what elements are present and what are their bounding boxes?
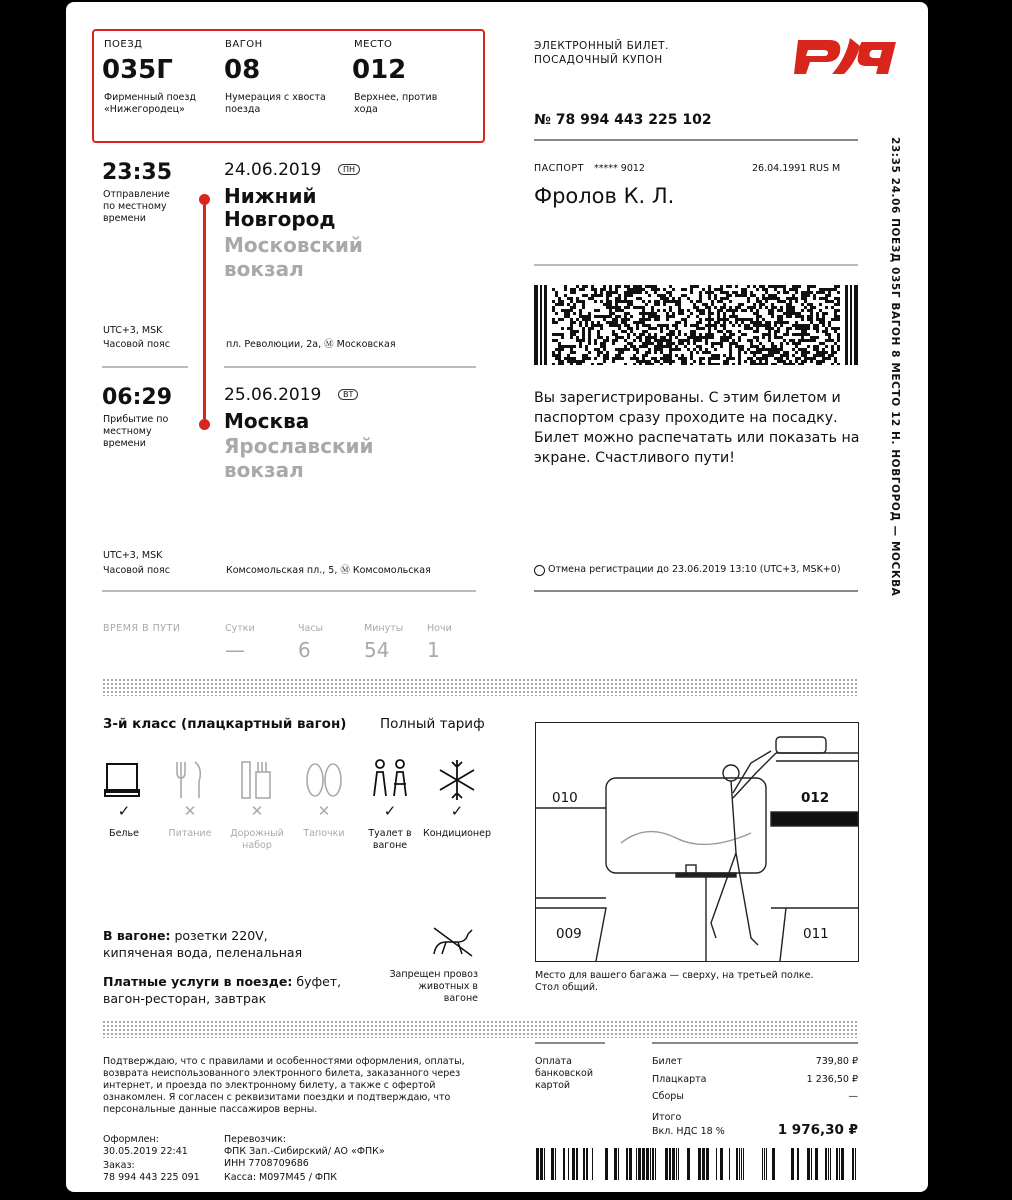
ticket-sheet	[66, 2, 928, 1192]
days-value: —	[225, 638, 245, 662]
doc-title-line1: ЭЛЕКТРОННЫЙ БИЛЕТ.	[534, 40, 669, 52]
seat-label: МЕСТО	[354, 39, 393, 50]
registered-text: Вы зарегистрированы. С этим билетом и паспортом сразу проходите на посадку. Билет можно распечатать или показать на экране. Счастливого пути!	[534, 390, 860, 466]
consent-text: Подтверждаю, что с правилами и особенностями оформления, оплаты, возврата неиспользованного электронного билета, заказанного через интернет, и проезда по электронному билету, а также с офертой ознакомлен. Я согласен с реквизитами поездки и подтверждаю, что персональные данные пассажиров верны.	[103, 1056, 465, 1115]
price-reserved-value: 1 236,50 ₽	[806, 1074, 858, 1085]
issued-date: 30.05.2019 22:41	[103, 1146, 188, 1157]
no-pets-note: Запрещен провоз животных в вагоне	[389, 969, 478, 1004]
seat-011: 011	[803, 926, 829, 942]
fees-label: Сборы	[652, 1091, 684, 1102]
minutes-label: Минуты	[364, 623, 404, 634]
arrival-time-note: Прибытие по местному времени	[103, 414, 169, 449]
hours-value: 6	[298, 638, 311, 662]
slippers-icon	[303, 758, 345, 802]
travel-kit-label: Дорожный набор	[230, 828, 284, 851]
seat-note: Верхнее, против хода	[354, 92, 438, 115]
linen-label: Белье	[109, 828, 139, 839]
linear-barcode	[536, 1148, 858, 1180]
rzd-logo	[790, 28, 902, 78]
travel-time-label: ВРЕМЯ В ПУТИ	[103, 623, 181, 634]
fees-value: —	[848, 1091, 858, 1102]
price-reserved-label: Плацкарта	[652, 1074, 707, 1085]
issued-label: Оформлен:	[103, 1134, 159, 1145]
days-label: Сутки	[225, 623, 255, 634]
total-label: Итого	[652, 1112, 682, 1123]
arrival-weekday: ВТ	[338, 389, 358, 400]
arrival-date: 25.06.2019	[224, 385, 322, 405]
side-strip	[881, 137, 907, 597]
arrival-tz-label: Часовой пояс	[103, 565, 170, 576]
car-label: ВАГОН	[225, 39, 263, 50]
departure-time: 23:35	[102, 160, 173, 185]
departure-address: пл. Революции, 2а, Ⓜ Московская	[226, 339, 396, 350]
paid-services-bold: Платные услуги в поезде:	[103, 974, 293, 989]
departure-tz: UTC+3, MSK	[103, 325, 163, 336]
carrier-label: Перевозчик:	[224, 1134, 287, 1145]
travel-kit-icon	[236, 758, 278, 802]
aztec-barcode	[534, 285, 858, 365]
seat-number: 012	[352, 55, 407, 85]
departure-time-note: Отправление по местному времени	[103, 189, 170, 224]
no-pets-icon	[428, 924, 478, 960]
train-note: Фирменный поезд «Нижегородец»	[104, 92, 196, 115]
train-label: ПОЕЗД	[104, 39, 143, 50]
order-label: Заказ:	[103, 1160, 135, 1171]
in-car-info	[103, 927, 333, 961]
order-number: 78 994 443 225 091	[103, 1172, 200, 1183]
doc-title-line2: ПОСАДОЧНЫЙ КУПОН	[534, 54, 663, 66]
in-car-text: розетки 220V, кипяченая вода, пеленальная	[103, 928, 303, 960]
departure-station: Московский вокзал	[224, 233, 363, 281]
price-ticket-label: Билет	[652, 1056, 683, 1067]
train-info-box	[92, 29, 485, 143]
passport-number: ***** 9012	[594, 163, 645, 174]
price-ticket-value: 739,80 ₽	[815, 1056, 858, 1067]
seat-009: 009	[556, 926, 582, 942]
departure-weekday: ПН	[338, 164, 360, 175]
car-note: Нумерация с хвоста поезда	[225, 92, 326, 115]
travel-kit-mark: ✕	[250, 802, 264, 820]
car-number: 08	[224, 55, 261, 85]
ticket-number: № 78 994 443 225 102	[534, 112, 712, 128]
minutes-value: 54	[364, 638, 390, 662]
toilet-icon	[369, 758, 411, 802]
route-start-dot	[199, 194, 210, 205]
total-value: 1 976,30 ₽	[777, 1122, 858, 1138]
side-strip-text: 23:35 24.06 ПОЕЗД 035Г ВАГОН 8 МЕСТО 12 Н. НОВГОРОД — МОСКВА	[889, 137, 901, 597]
class-title: 3-й класс (плацкартный вагон)	[103, 716, 347, 732]
arrival-address: Комсомольская пл., 5, Ⓜ Комсомольская	[226, 565, 431, 576]
cancel-icon	[534, 565, 545, 576]
route-end-dot	[199, 419, 210, 430]
slippers-label: Тапочки	[303, 828, 345, 839]
passenger-name: Фролов К. Л.	[534, 184, 675, 208]
arrival-tz: UTC+3, MSK	[103, 550, 163, 561]
train-number: 035Г	[102, 55, 173, 85]
nights-label: Ночи	[427, 623, 452, 634]
tariff: Полный тариф	[380, 716, 485, 732]
paid-services-text: буфет, вагон-ресторан, завтрак	[103, 974, 342, 1006]
seat-010: 010	[552, 790, 578, 806]
paid-services	[103, 973, 343, 1007]
food-label: Питание	[168, 828, 212, 839]
slippers-mark: ✕	[317, 802, 331, 820]
in-car-bold: В вагоне:	[103, 928, 171, 943]
birth-info: 26.04.1991 RUS M	[752, 163, 841, 174]
snowflake-icon	[436, 758, 478, 802]
passport-label: ПАСПОРТ	[534, 163, 584, 174]
conditioner-mark: ✓	[450, 802, 464, 820]
arrival-time: 06:29	[102, 385, 173, 410]
hours-label: Часы	[298, 623, 324, 634]
vat-label: Вкл. НДС 18 %	[652, 1126, 725, 1137]
payment-method: Оплата банковской картой	[535, 1056, 593, 1091]
departure-date: 24.06.2019	[224, 160, 322, 180]
carrier-inn: ИНН 7708709686	[224, 1158, 309, 1169]
conditioner-label: Кондиционер	[422, 828, 492, 839]
dotted-divider-2	[102, 1020, 858, 1038]
dotted-divider	[102, 678, 858, 696]
arrival-city: Москва	[224, 409, 310, 433]
toilet-mark: ✓	[383, 802, 397, 820]
departure-city: Нижний Новгород	[224, 184, 336, 231]
toilet-label: Туалет в вагоне	[368, 828, 412, 851]
seat-012: 012	[801, 790, 830, 806]
cancel-note: Отмена регистрации до 23.06.2019 13:10 (UTC+3, MSK+0)	[548, 564, 841, 575]
departure-tz-label: Часовой пояс	[103, 339, 170, 350]
nights-value: 1	[427, 638, 440, 662]
arrival-station: Ярославский вокзал	[224, 434, 374, 482]
luggage-note: Место для вашего багажа — сверху, на третьей полке. Стол общий.	[535, 970, 814, 993]
food-mark: ✕	[183, 802, 197, 820]
linen-icon	[103, 758, 145, 802]
cashier: Касса: М097М45 / ФПК	[224, 1172, 337, 1183]
route-line	[203, 198, 206, 424]
food-icon	[169, 758, 211, 802]
carrier-name: ФПК Зап.-Сибирский/ АО «ФПК»	[224, 1146, 385, 1157]
linen-mark: ✓	[117, 802, 131, 820]
